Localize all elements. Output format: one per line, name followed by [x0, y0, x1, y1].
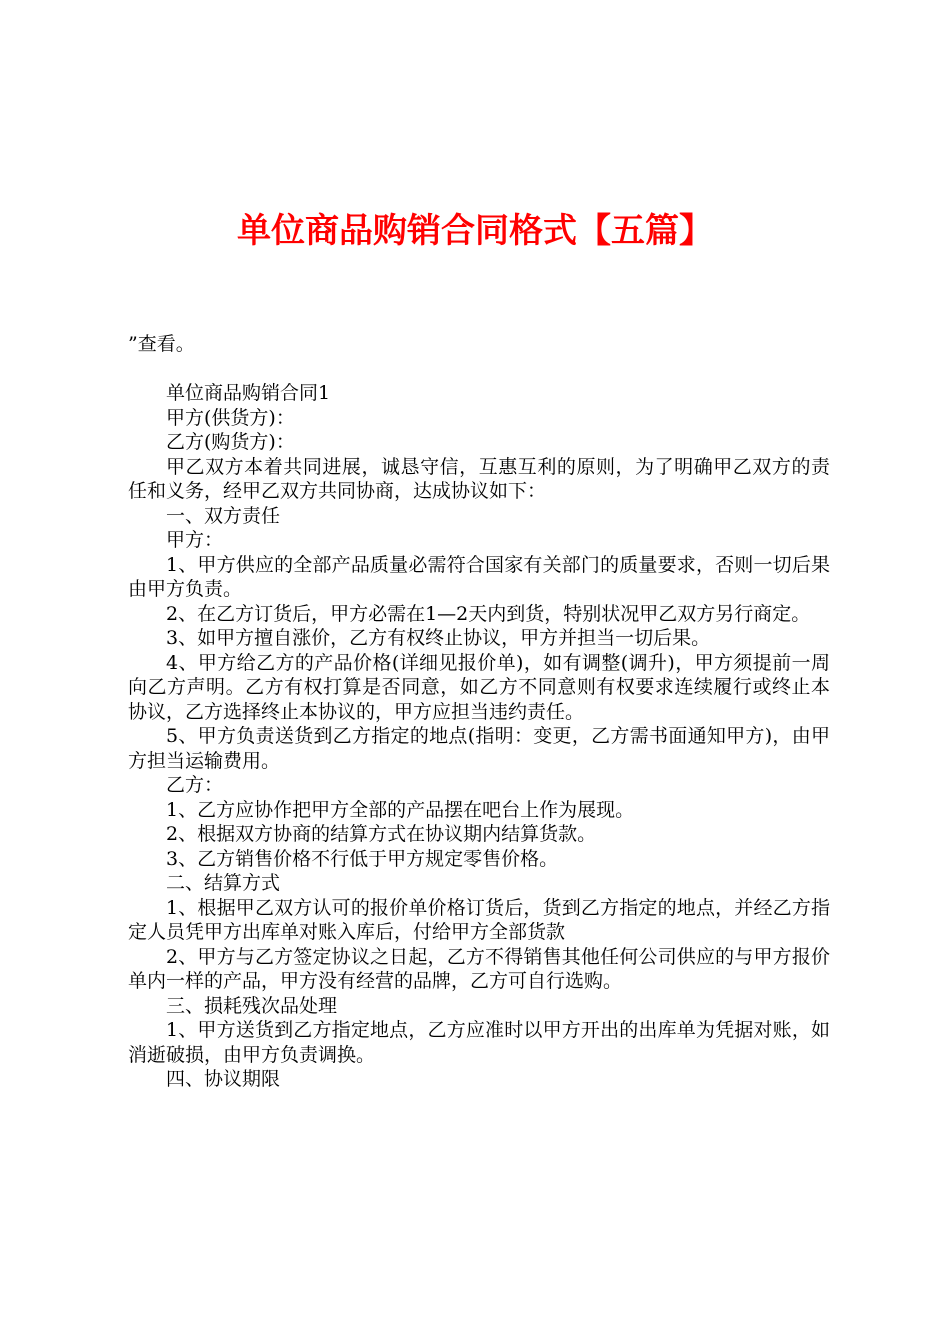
preamble-paragraph: 甲乙双方本着共同进展，诚恳守信，互惠互利的原则，为了明确甲乙双方的责任和义务，经甲乙双方共同协商，达成协议如下：	[128, 455, 830, 502]
clause-paragraph: 5、甲方负责送货到乙方指定的地点(指明：变更，乙方需书面通知甲方)，由甲方担当运输费用。	[128, 725, 830, 772]
section-heading: 一、双方责任	[166, 504, 281, 527]
clause-paragraph: 1、根据甲乙双方认可的报价单价格订货后，货到乙方指定的地点，并经乙方指定人员凭甲方出库单对账入库后，付给甲方全部货款	[128, 896, 830, 943]
document-body	[128, 381, 830, 1092]
party-b-heading: 乙方：	[166, 774, 224, 796]
section-heading: 二、结算方式	[166, 872, 281, 894]
party-b-label: 乙方(购货方)：	[166, 431, 295, 453]
section-heading: 四、协议期限	[166, 1068, 281, 1090]
party-a-heading: 甲方：	[166, 529, 224, 551]
clause-paragraph: 3、如甲方擅自涨价，乙方有权终止协议，甲方并担当一切后果。	[166, 627, 711, 649]
clause-paragraph: 1、甲方供应的全部产品质量必需符合国家有关部门的质量要求，否则一切后果由甲方负责。	[128, 553, 830, 600]
clause-paragraph: 1、乙方应协作把甲方全部的产品摆在吧台上作为展现。	[166, 798, 635, 821]
clause-paragraph: 1、甲方送货到乙方指定地点，乙方应准时以甲方开出的出库单为凭据对账，如消逝破损，由甲方负责调换。	[128, 1019, 830, 1066]
section-heading: 三、损耗残次品处理	[166, 994, 338, 1017]
document-title: 单位商品购销合同格式【五篇】	[237, 211, 713, 251]
intro-text: ”查看。	[128, 333, 195, 355]
section-heading: 单位商品购销合同1	[166, 382, 331, 404]
clause-paragraph: 4、甲方给乙方的产品价格(详细见报价单)，如有调整(调升)，甲方须提前一周向乙方声明。乙方有权打算是否同意，如乙方不同意则有权要求连续履行或终止本协议，乙方选择终止本协议的，甲方应担当违约责任。	[128, 651, 830, 723]
party-a-label: 甲方(供货方)：	[166, 406, 295, 429]
clause-paragraph: 3、乙方销售价格不行低于甲方规定零售价格。	[166, 847, 559, 870]
clause-paragraph: 2、甲方与乙方签定协议之日起，乙方不得销售其他任何公司供应的与甲方报价单内一样的产品，甲方没有经营的品牌，乙方可自行选购。	[128, 945, 830, 992]
clause-paragraph: 2、在乙方订货后，甲方必需在1—2天内到货，特别状况甲乙双方另行商定。	[166, 602, 811, 625]
clause-paragraph: 2、根据双方协商的结算方式在协议期内结算货款。	[166, 823, 597, 845]
